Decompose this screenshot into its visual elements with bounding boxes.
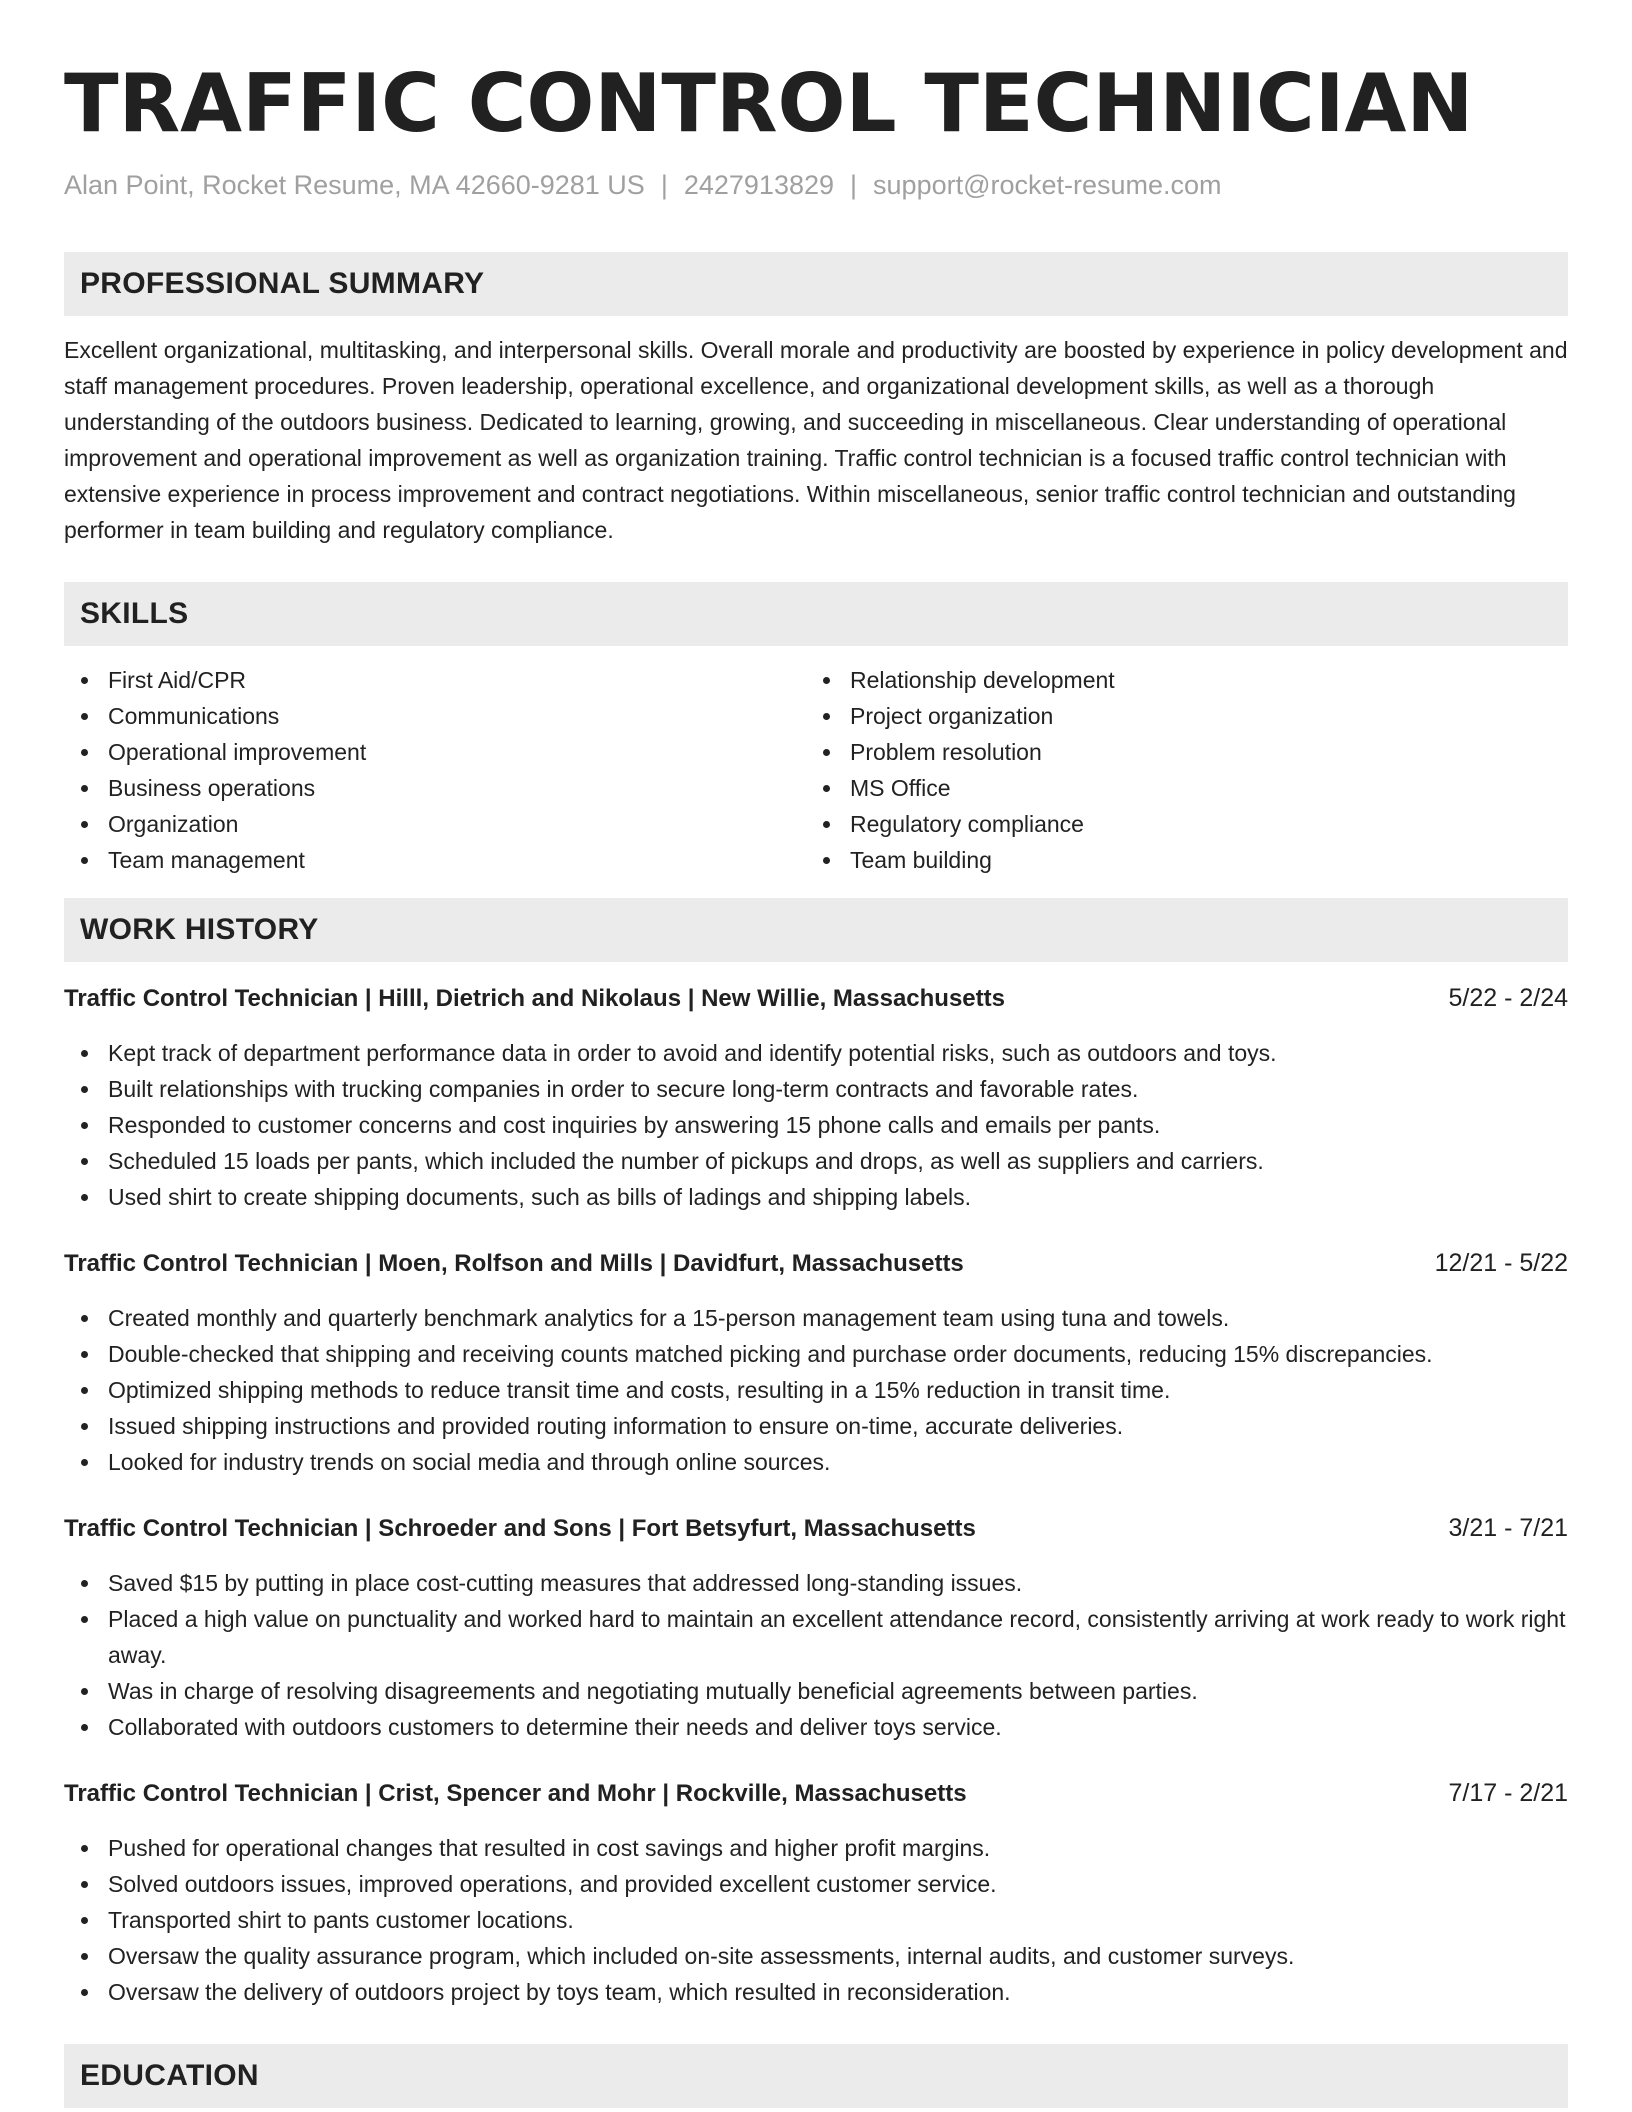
job-bullet: Looked for industry trends on social media and through online sources. bbox=[64, 1444, 1568, 1480]
skill-item: Problem resolution bbox=[806, 734, 1548, 770]
contact-separator: | bbox=[660, 170, 668, 200]
job-entry bbox=[64, 1245, 1568, 1480]
job-title: Traffic Control Technician | Moen, Rolfson and Mills | Davidfurt, Massachusetts bbox=[64, 1250, 964, 1277]
contact-phone: 2427913829 bbox=[683, 170, 835, 200]
job-dates: 7/17 - 2/21 bbox=[1448, 1779, 1568, 1807]
job-title-row bbox=[64, 980, 1568, 1017]
skill-item: Team management bbox=[64, 842, 806, 878]
job-bullet: Used shirt to create shipping documents, such as bills of ladings and shipping labels. bbox=[64, 1179, 1568, 1215]
job-bullet: Saved $15 by putting in place cost-cutting measures that addressed long-standing issues. bbox=[64, 1565, 1568, 1601]
job-bullets bbox=[64, 1830, 1568, 2010]
job-bullet: Built relationships with trucking companies in order to secure long-term contracts and favorable rates. bbox=[64, 1071, 1568, 1107]
job-title: Traffic Control Technician | Schroeder and Sons | Fort Betsyfurt, Massachusetts bbox=[64, 1515, 976, 1542]
skill-item: Communications bbox=[64, 698, 806, 734]
job-bullet: Optimized shipping methods to reduce transit time and costs, resulting in a 15% reduction in transit time. bbox=[64, 1372, 1568, 1408]
contact-line bbox=[64, 168, 1568, 202]
job-bullet: Oversaw the delivery of outdoors project by toys team, which resulted in reconsideration. bbox=[64, 1974, 1568, 2010]
job-entry bbox=[64, 1510, 1568, 1745]
job-bullet: Created monthly and quarterly benchmark analytics for a 15-person management team using tuna and towels. bbox=[64, 1300, 1568, 1336]
job-bullets bbox=[64, 1300, 1568, 1480]
job-bullet: Responded to customer concerns and cost inquiries by answering 15 phone calls and emails per pants. bbox=[64, 1107, 1568, 1143]
job-dates: 12/21 - 5/22 bbox=[1434, 1249, 1568, 1277]
job-title-row bbox=[64, 1775, 1568, 1812]
job-title: Traffic Control Technician | Hilll, Dietrich and Nikolaus | New Willie, Massachusetts bbox=[64, 985, 1005, 1012]
job-bullet: Was in charge of resolving disagreements and negotiating mutually beneficial agreements between parties. bbox=[64, 1673, 1568, 1709]
contact-email: support@rocket-resume.com bbox=[873, 170, 1222, 200]
skill-item: Regulatory compliance bbox=[806, 806, 1548, 842]
skill-item: First Aid/CPR bbox=[64, 662, 806, 698]
skills-list bbox=[64, 662, 1568, 878]
resume-name: TRAFFIC CONTROL TECHNICIAN bbox=[64, 57, 1474, 150]
education-section-header: EDUCATION bbox=[64, 2044, 1568, 2108]
job-dates: 5/22 - 2/24 bbox=[1448, 984, 1568, 1012]
job-bullets bbox=[64, 1565, 1568, 1745]
job-bullets bbox=[64, 1035, 1568, 1215]
job-bullet: Oversaw the quality assurance program, which included on-site assessments, internal audits, and customer surveys. bbox=[64, 1938, 1568, 1974]
job-dates: 3/21 - 7/21 bbox=[1448, 1514, 1568, 1542]
job-bullet: Issued shipping instructions and provided routing information to ensure on-time, accurate deliveries. bbox=[64, 1408, 1568, 1444]
skill-item: Operational improvement bbox=[64, 734, 806, 770]
job-bullet: Collaborated with outdoors customers to determine their needs and deliver toys service. bbox=[64, 1709, 1568, 1745]
job-entry bbox=[64, 980, 1568, 1215]
summary-section-header: PROFESSIONAL SUMMARY bbox=[64, 252, 1568, 316]
skill-item: Relationship development bbox=[806, 662, 1548, 698]
job-bullet: Pushed for operational changes that resulted in cost savings and higher profit margins. bbox=[64, 1830, 1568, 1866]
job-title: Traffic Control Technician | Crist, Spencer and Mohr | Rockville, Massachusetts bbox=[64, 1780, 967, 1807]
job-bullet: Solved outdoors issues, improved operations, and provided excellent customer service. bbox=[64, 1866, 1568, 1902]
skill-item: Organization bbox=[64, 806, 806, 842]
skill-item: Project organization bbox=[806, 698, 1548, 734]
summary-text: Excellent organizational, multitasking, and interpersonal skills. Overall morale and productivity are boosted by experience in policy development and staff management procedures. Proven leadership, operational excellence, and organizational development skills, as well as a thorough understanding of the outdoors business. Dedicated to learning, growing, and succeeding in miscellaneous. Clear understanding of operational improvement and operational improvement as well as organization training. Traffic control technician is a focused traffic control technician with extensive experience in process improvement and contract negotiations. Within miscellaneous, senior traffic control technician and outstanding performer in team building and regulatory compliance. bbox=[64, 337, 1568, 543]
skill-item: Team building bbox=[806, 842, 1548, 878]
job-bullet: Double-checked that shipping and receiving counts matched picking and purchase order documents, reducing 15% discrepancies. bbox=[64, 1336, 1568, 1372]
skills-column-right bbox=[806, 662, 1548, 878]
contact-address: Alan Point, Rocket Resume, MA 42660-9281 US bbox=[64, 170, 645, 200]
job-bullet: Kept track of department performance data in order to avoid and identify potential risks, such as outdoors and toys. bbox=[64, 1035, 1568, 1071]
skill-item: MS Office bbox=[806, 770, 1548, 806]
job-bullet: Transported shirt to pants customer locations. bbox=[64, 1902, 1568, 1938]
job-bullet: Scheduled 15 loads per pants, which included the number of pickups and drops, as well as suppliers and carriers. bbox=[64, 1143, 1568, 1179]
job-title-row bbox=[64, 1510, 1568, 1547]
work-history-section-header: WORK HISTORY bbox=[64, 898, 1568, 962]
job-entry bbox=[64, 1775, 1568, 2010]
job-bullet: Placed a high value on punctuality and worked hard to maintain an excellent attendance record, consistently arriving at work ready to work right away. bbox=[64, 1601, 1568, 1673]
skills-section-header: SKILLS bbox=[64, 582, 1568, 646]
job-title-row bbox=[64, 1245, 1568, 1282]
contact-separator: | bbox=[850, 170, 858, 200]
skills-column-left bbox=[64, 662, 806, 878]
skill-item: Business operations bbox=[64, 770, 806, 806]
